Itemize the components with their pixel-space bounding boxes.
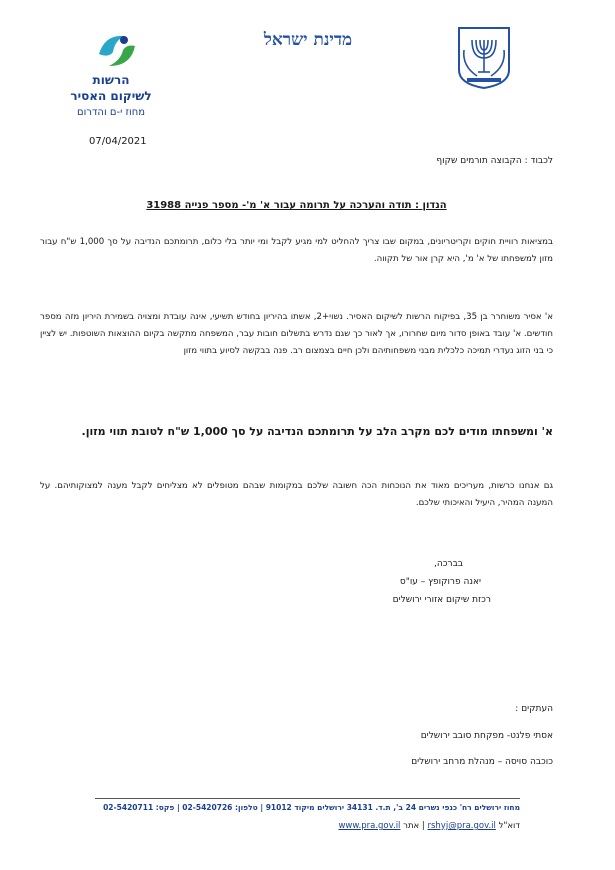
authority-logo [55,28,165,138]
paragraph-background: א' אסיר משוחרר בן 35, בפיקוח הרשות לשיקום האסיר. נשוי+2, אשתו בהיריון בחודש תשיעי, אינה עובדת ומצויה בשמירת היריון מזה מספר חודשים. א' עובד באופן סדור מיום שחרורו, אך לאור כך שגם נדרש בתשלום חובות עבר, המשפחה מתקשה בקיום ההוצאות השוטפות. יש לציין כי בני הזוג נעדרי תמיכה כלכלית מבני משפחותיהם ולכן חיים בצמצום רב. פנה בבקשה לסיוע בתווי מזון [40,312,553,356]
closing-blessing: בברכה, [434,559,463,569]
footer-contact: דוא"ל rshyj@pra.gov.il | אתר www.pra.gov.il [338,821,520,831]
copy-recipient: כוכבה סויסה – מנהלת מרחב ירושלים [411,757,553,767]
authority-logo-icon [95,28,139,72]
copy-recipient: אסתי פלנט- מפקחת סובב ירושלים [420,731,553,741]
state-title: מדינת ישראל [263,30,353,50]
letter-subject: הנדון : תודה והערכה על תרומה עבור א' מ'- מספר פנייה 31988 [146,200,447,211]
logo-name-line2: לשיקום האסיר [70,89,152,103]
addressee: לכבוד : הקבוצה תורמים שקוף [436,156,553,166]
signature-block [393,555,553,609]
logo-district: מחוז י-ם והדרום [76,107,146,118]
paragraph-thanks: א' ומשפחתו מודים לכם מקרב הלב על תרומתכם הנדיבה על סך 1,000 ש"ח לטובת תווי מזון. [81,425,553,438]
paragraph-appreciation: גם אנחנו כרשות, מעריכים מאוד את הנוכחות הכה חשובה שלכם במקומות שבהם מטופלים לא מצליחים לקבל מענה למצוקותיהם. על המענה המהיר, היעיל והאיכותי שלכם. [40,481,553,508]
site-label: אתר [403,821,420,831]
footer-divider [95,798,520,799]
logo-name-line1: הרשות [92,73,130,87]
state-emblem-icon [455,26,513,90]
email-label: דוא"ל [498,821,520,831]
footer-address: מחוז ירושלים רח' כנפי נשרים 24 ב', ת.ד. 34131 ירושלים מיקוד 91012 | טלפון: 02-5420726 | פקס: 02-5420711 [103,803,520,812]
letter-date: 07/04/2021 [89,136,147,147]
paragraph-intro: במציאות רוויית חוקים וקריטריונים, במקום שבו צריך להחליט למי מגיע לקבל ומי יותר בלי כלום, תרומתכם הנדיבה על סך 1,000 ש"ח עבור מזון למשפחתו של א' מ', היא קרן אור של תקווה. [40,237,553,264]
signer-name: יאנה פרוקופץ – עו"ס [399,577,481,587]
email-link[interactable]: rshyj@pra.gov.il [427,821,496,831]
signer-title: רכזת שיקום אזורי ירושלים [392,595,491,605]
copies-label: העתקים : [515,704,553,714]
website-link[interactable]: www.pra.gov.il [338,821,401,831]
